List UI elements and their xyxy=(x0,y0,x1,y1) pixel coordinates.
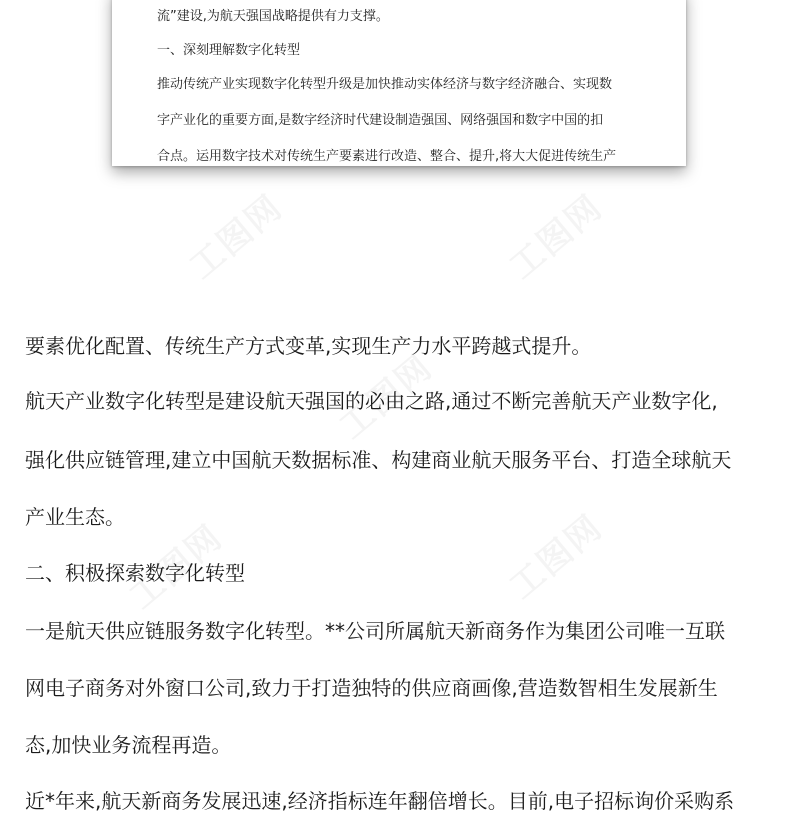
body-line: 产业生态。 xyxy=(25,505,125,529)
body-line: 近*年来,航天新商务发展迅速,经济指标连年翻倍增长。目前,电子招标询价采购系 xyxy=(25,789,735,813)
body-line: 要素优化配置、传统生产方式变革,实现生产力水平跨越式提升。 xyxy=(25,334,592,358)
body-line: 一是航天供应链服务数字化转型。**公司所属航天新商务作为集团公司唯一互联 xyxy=(25,619,725,643)
section-heading: 二、积极探索数字化转型 xyxy=(25,561,245,585)
card-line: 流”建设,为航天强国战略提供有力支撑。 xyxy=(157,9,389,24)
watermark xyxy=(497,501,611,608)
card-line: 字产业化的重要方面,是数字经济时代建设制造强国、网络强国和数字中国的扣 xyxy=(157,113,604,128)
body-line: 态,加快业务流程再造。 xyxy=(25,733,232,757)
card-heading: 一、深刻理解数字化转型 xyxy=(157,43,301,58)
body-line: 网电子商务对外窗口公司,致力于打造独特的供应商画像,营造数智相生发展新生 xyxy=(25,676,718,700)
body-line: 航天产业数字化转型是建设航天强国的必由之路,通过不断完善航天产业数字化, xyxy=(25,389,718,413)
card-line: 推动传统产业实现数字化转型升级是加快推动实体经济与数字经济融合、实现数 xyxy=(157,77,613,92)
watermark xyxy=(497,181,611,288)
document-preview-card xyxy=(112,0,686,166)
body-line: 强化供应链管理,建立中国航天数据标准、构建商业航天服务平台、打造全球航天 xyxy=(25,448,732,472)
watermark xyxy=(177,181,291,288)
card-line: 合点。运用数字技术对传统生产要素进行改造、整合、提升,将大大促进传统生产 xyxy=(157,149,617,164)
